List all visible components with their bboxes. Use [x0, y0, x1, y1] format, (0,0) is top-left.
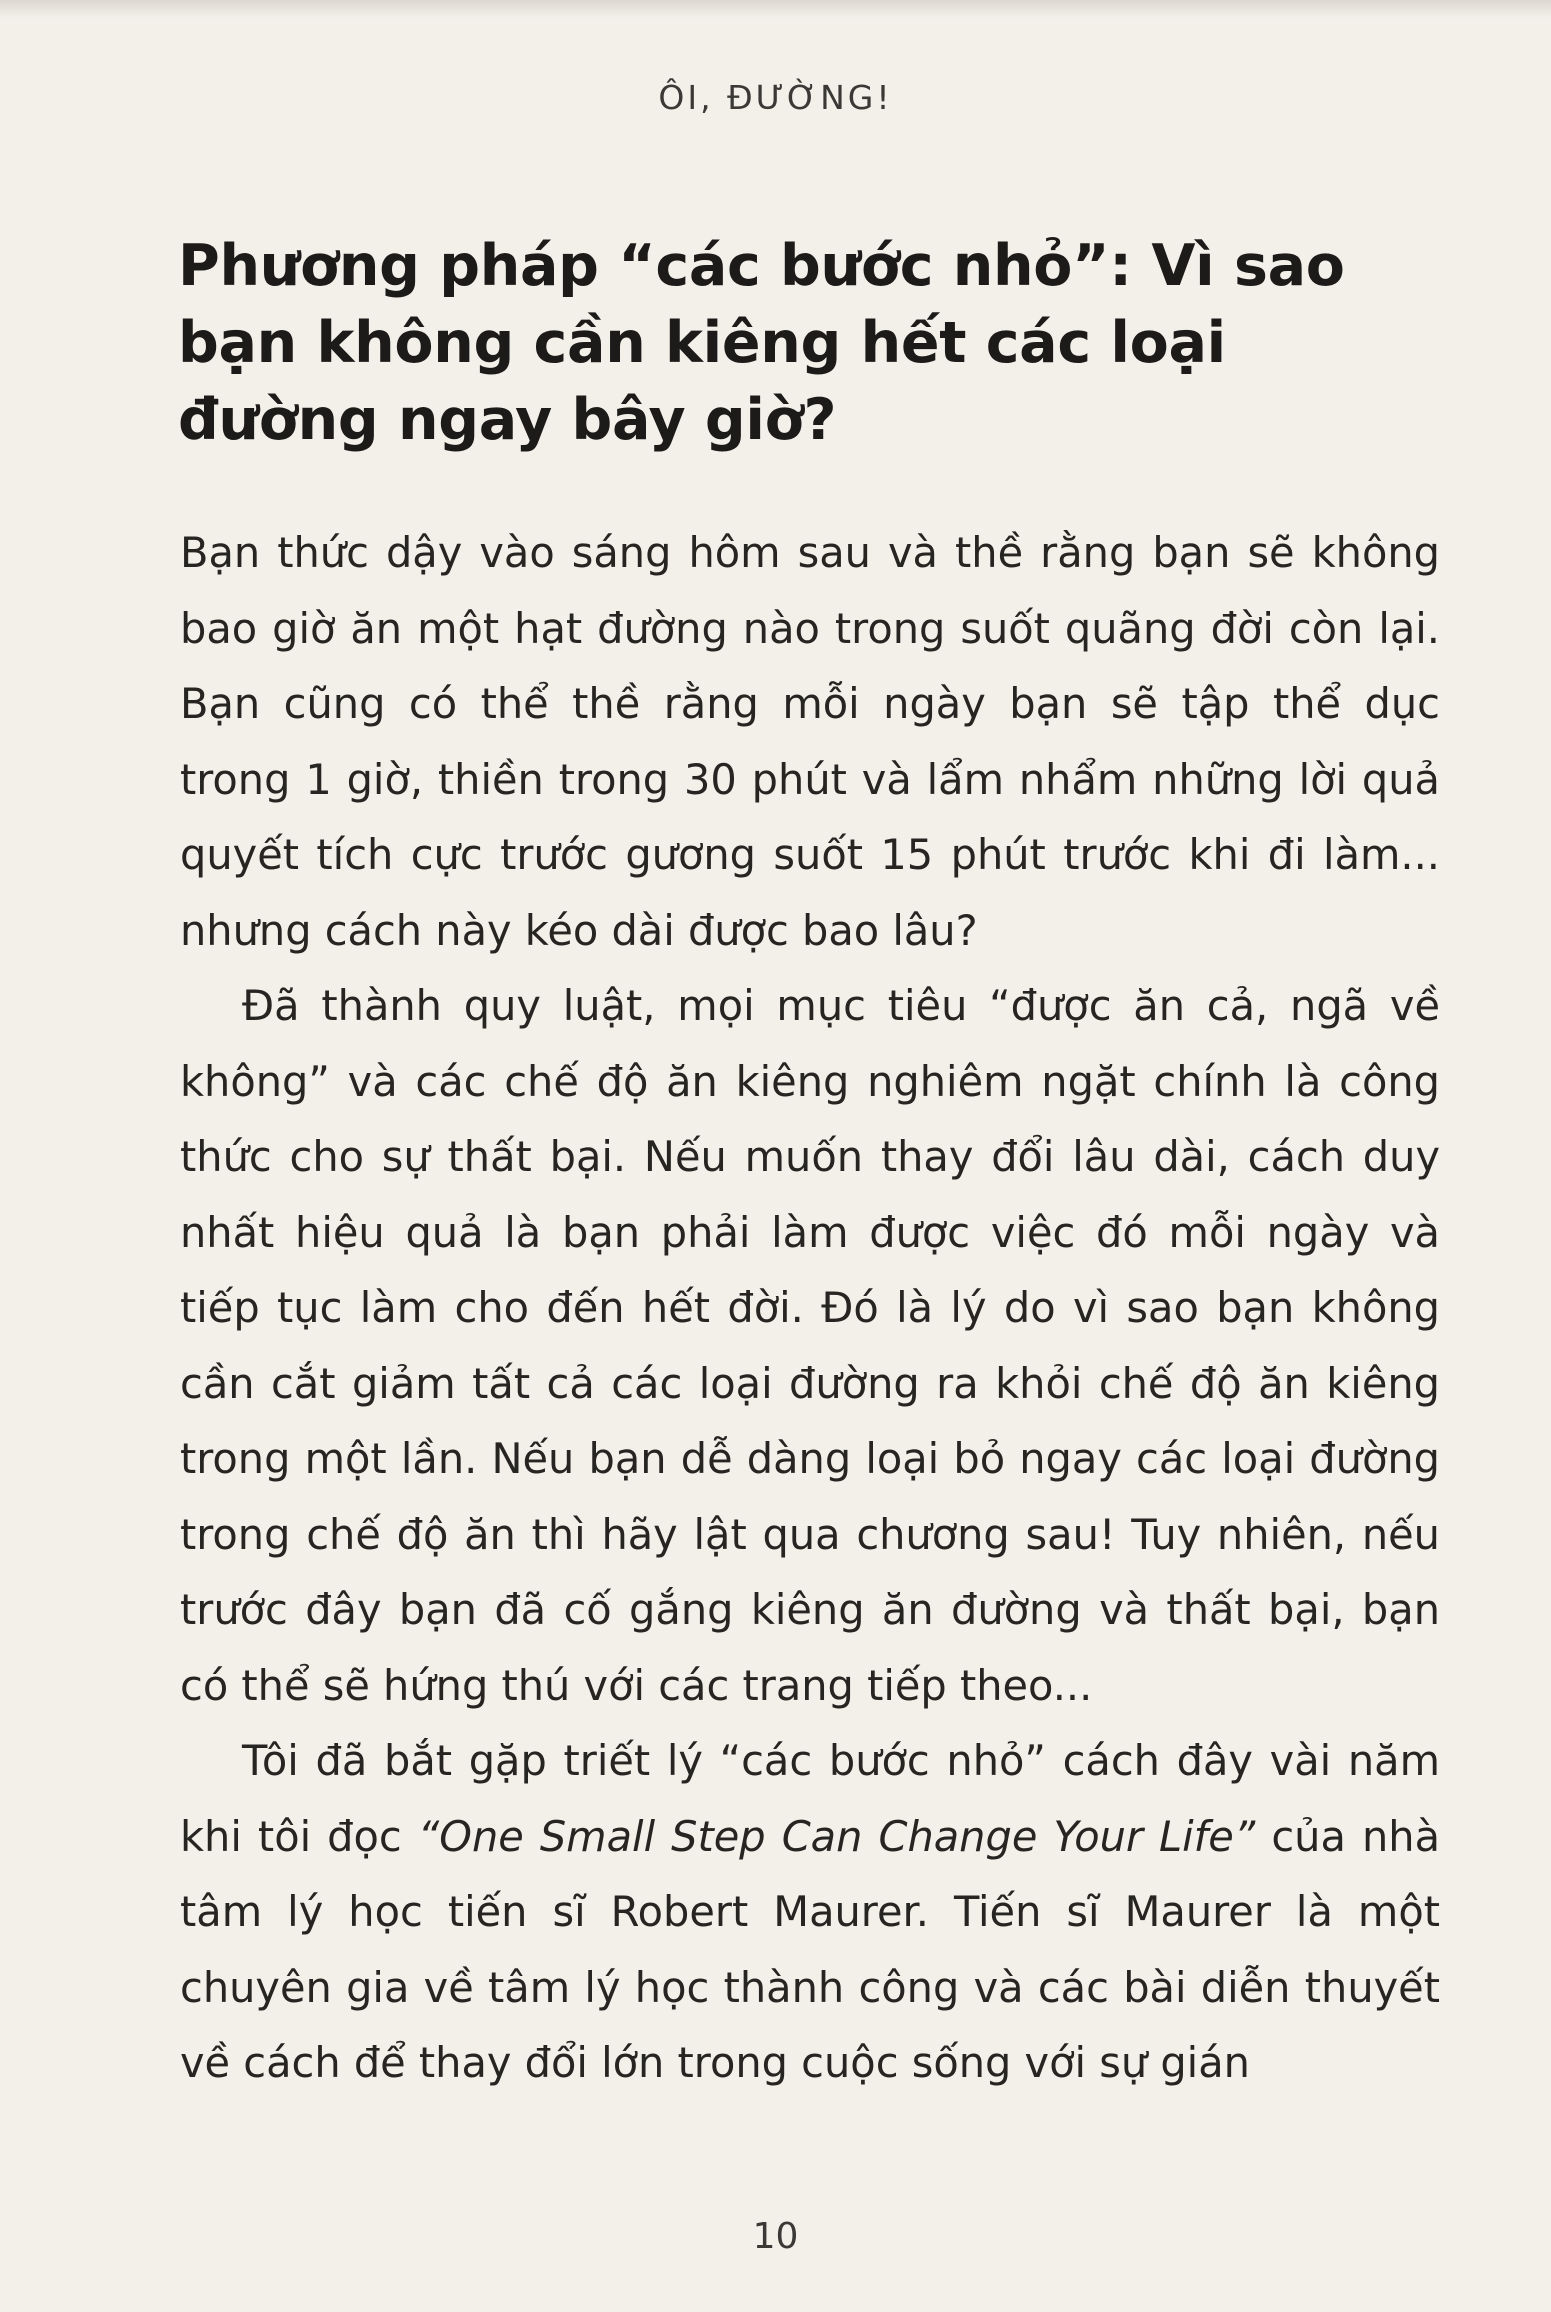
section-heading: Phương pháp “các bước nhỏ”: Vì sao bạn không cần kiêng hết các loại đường ngay bây giờ? [178, 233, 1345, 453]
page-number: 10 [752, 2216, 799, 2257]
page-top-edge [0, 0, 1551, 18]
paragraph-3-end: của nhà tâm lý học tiến sĩ Robert Maurer. Tiến sĩ Maurer là một chuyên gia về tâm lý học thành công và các bài diễn thuyết về cách để thay đổi lớn trong cuộc sống với sự gián [180, 1811, 1441, 2087]
book-title: “One Small Step Can Change Your Life” [417, 1811, 1256, 1861]
paragraph-3-start: Tôi đã bắt gặp triết lý “các bước nhỏ” cách đây vài năm khi tôi đọc [180, 1736, 1440, 1861]
paragraph-3 [180, 1723, 1440, 2101]
running-header: ÔI, ĐƯỜNG! [658, 78, 893, 117]
paragraph-2: Đã thành quy luật, mọi mục tiêu “được ăn cả, ngã về không” và các chế độ ăn kiêng nghiêm ngặt chính là công thức cho sự thất bại. Nếu muốn thay đổi lâu dài, cách duy nhất hiệu quả là bạn phải làm được việc đó mỗi ngày và tiếp tục làm cho đến hết đời. Đó là lý do vì sao bạn không cần cắt giảm tất cả các loại đường ra khỏi chế độ ăn kiêng trong một lần. Nếu bạn dễ dàng loại bỏ ngay các loại đường trong chế độ ăn thì hãy lật qua chương sau! Tuy nhiên, nếu trước đây bạn đã cố gắng kiêng ăn đường và thất bại, bạn có thể sẽ hứng thú với các trang tiếp theo... [180, 981, 1440, 1710]
paragraph-1: Bạn thức dậy vào sáng hôm sau và thề rằng bạn sẽ không bao giờ ăn một hạt đường nào trong suốt quãng đời còn lại. Bạn cũng có thể thề rằng mỗi ngày bạn sẽ tập thể dục trong 1 giờ, thiền trong 30 phút và lẩm nhẩm những lời quả quyết tích cực trước gương suốt 15 phút trước khi đi làm... nhưng cách này kéo dài được bao lâu? [180, 528, 1440, 955]
body-text [180, 515, 1440, 2101]
